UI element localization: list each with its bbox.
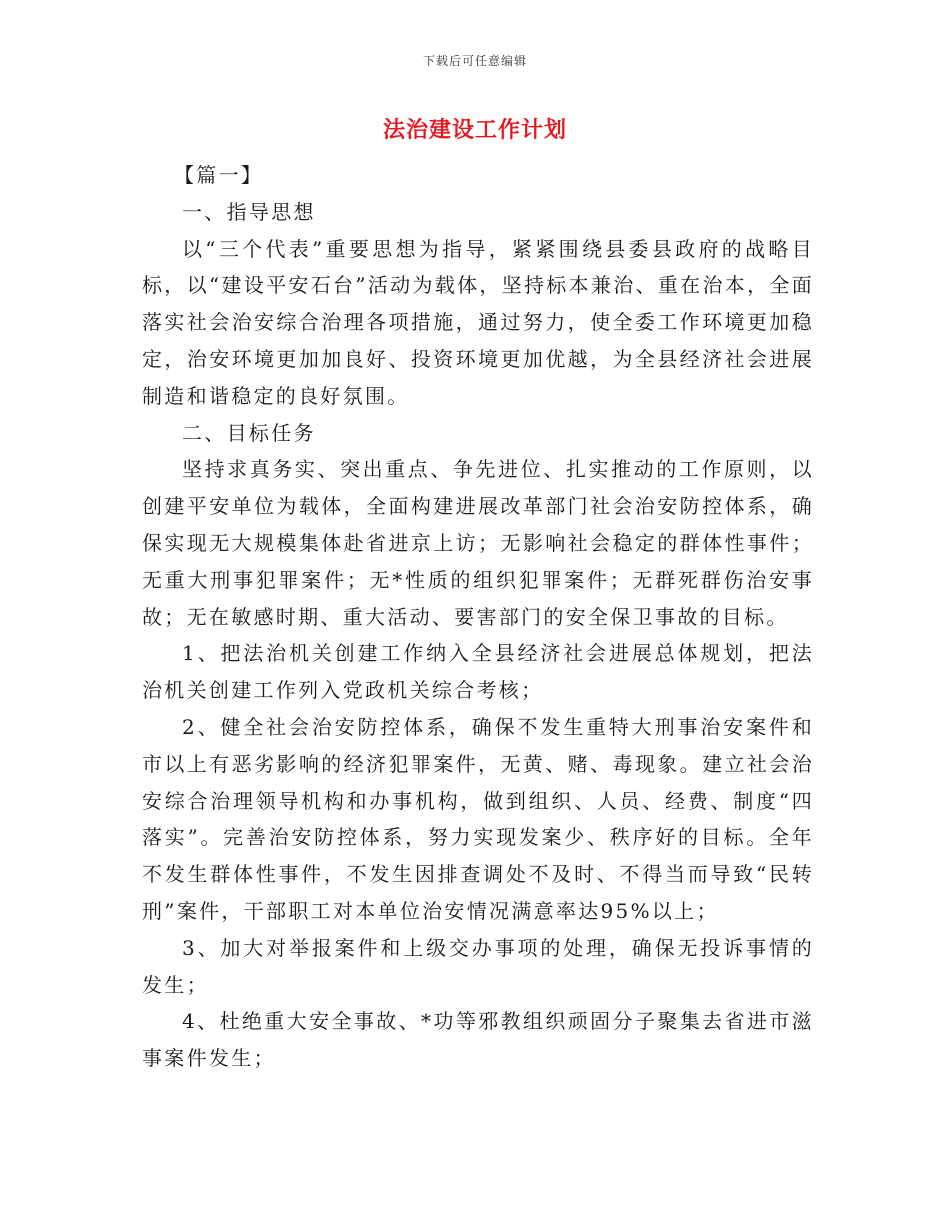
heading-goals-tasks: 二、目标任务 xyxy=(182,420,316,445)
document-body xyxy=(142,157,814,1077)
list-item-4: 4、杜绝重大安全事故、*功等邪教组织顽固分子聚集去省进市滋事案件发生； xyxy=(142,1009,814,1071)
list-item-3: 3、加大对举报案件和上级交办事项的处理，确保无投诉事情的发生； xyxy=(142,935,814,997)
section-heading-part-one: 【篇一】 xyxy=(174,163,264,187)
heading-guiding-ideology: 一、指导思想 xyxy=(182,199,316,224)
paragraph-goals-tasks: 坚持求真务实、突出重点、争先进位、扎实推动的工作原则，以创建平安单位为载体，全面构建进展改革部门社会治安防控体系，确保实现无大规模集体赴省进京上访；无影响社会稳定的群体性事件；无重大刑事犯罪案件；无*性质的组织犯罪案件；无群死群伤治安事故；无在敏感时期、重大活动、要害部门的安全保卫事故的目标。 xyxy=(142,457,814,629)
header-note: 下载后可任意编辑 xyxy=(422,54,527,68)
document-title: 法治建设工作计划 xyxy=(382,117,567,143)
list-item-2: 2、健全社会治安防控体系，确保不发生重特大刑事治安案件和市以上有恶劣影响的经济犯罪案件，无黄、赌、毒现象。建立社会治安综合治理领导机构和办事机构，做到组织、人员、经费、制度“四落实”。完善治安防控体系，努力实现发案少、秩序好的目标。全年不发生群体性事件，不发生因排查调处不及时、不得当而导致“民转刑”案件，干部职工对本单位治安情况满意率达95%以上； xyxy=(142,714,814,923)
list-item-1: 1、把法治机关创建工作纳入全县经济社会进展总体规划，把法治机关创建工作列入党政机关综合考核； xyxy=(142,641,814,703)
paragraph-guiding-ideology: 以“三个代表”重要思想为指导，紧紧围绕县委县政府的战略目标，以“建设平安石台”活动为载体，坚持标本兼治、重在治本，全面落实社会治安综合治理各项措施，通过努力，使全委工作环境更加稳定，治安环境更加加良好、投资环境更加优越，为全县经济社会进展制造和谐稳定的良好氛围。 xyxy=(142,236,814,408)
